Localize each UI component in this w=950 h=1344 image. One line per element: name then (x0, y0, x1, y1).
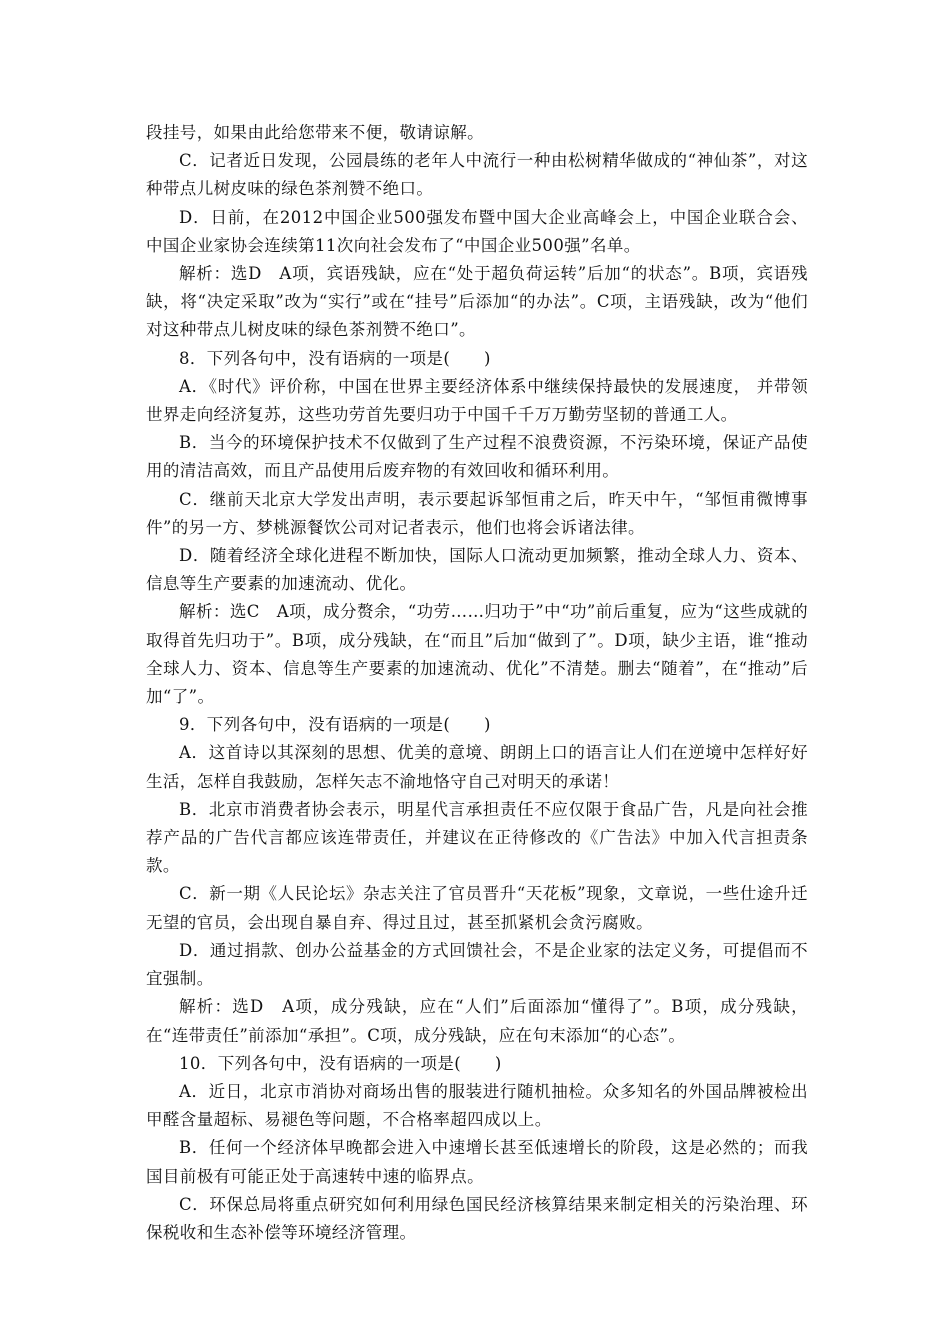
option-c-q10: C．环保总局将重点研究如何利用绿色国民经济核算结果来制定相关的污染治理、环保税收和生态补偿等环境经济管理。 (146, 1194, 808, 1242)
question-10: 10．下列各句中，没有语病的一项是( ) (179, 1053, 502, 1073)
analysis-q7: 解析：选D A项，宾语残缺，应在“处于超负荷运转”后加“的状态”。B项，宾语残缺，将“决定采取”改为“实行”或在“挂号”后添加“的办法”。C项，主语残缺，改为“他们对这种带点儿树皮味的绿色茶剂赞不绝口”。 (146, 264, 808, 340)
option-a-q10: A．近日，北京市消协对商场出售的服装进行随机抽检。众多知名的外国品牌被检出甲醛含量超标、易褪色等问题，不合格率超四成以上。 (146, 1081, 808, 1130)
option-b-q8: B．当今的环境保护技术不仅做到了生产过程不浪费资源，不污染环境，保证产品使用的清洁高效，而且产品使用后废弃物的有效回收和循环利用。 (146, 433, 808, 481)
option-a-q9: A．这首诗以其深刻的思想、优美的意境、朗朗上口的语言让人们在逆境中怎样好好生活，怎样自我鼓励，怎样矢志不渝地恪守自己对明天的承诺！ (146, 743, 808, 791)
analysis-q8: 解析：选C A项，成分赘余，“功劳……归功于”中“功”前后重复，应为“这些成就的取得首先归功于”。B项，成分残缺，在“而且”后加“做到了”。D项，缺少主语，谁“推动全球人力、资本、信息等生产要素的加速流动、优化”不清楚。删去“随着”，在“推动”后加“了”。 (146, 602, 808, 707)
option-c-q9: C．新一期《人民论坛》杂志关注了官员晋升“天花板”现象，文章说，一些仕途升迁无望的官员，会出现自暴自弃、得过且过，甚至抓紧机会贪污腐败。 (146, 884, 808, 932)
option-d-q9: D．通过捐款、创办公益基金的方式回馈社会，不是企业家的法定义务，可提倡而不宜强制。 (146, 940, 808, 989)
option-a-q8: A．《时代》评价称，中国在世界主要经济体系中继续保持最快的发展速度， 并带领世界走向经济复苏，这些功劳首先要归功于中国千千万万勤劳坚韧的普通工人。 (146, 376, 808, 425)
option-b-q10: B．任何一个经济体早晚都会进入中速增长甚至低速增长的阶段，这是必然的；而我国目前极有可能正处于高速转中速的临界点。 (146, 1138, 808, 1186)
option-d-q7: D．日前，在2012中国企业500强发布暨中国大企业高峰会上，中国企业联合会、中国企业家协会连续第11次向社会发布了“中国企业500强”名单。 (146, 207, 808, 255)
option-c-q8: C．继前天北京大学发出声明，表示要起诉邹恒甫之后，昨天中午，“邹恒甫微博事件”的另一方、梦桃源餐饮公司对记者表示，他们也将会诉诸法律。 (146, 489, 808, 537)
analysis-q9: 解析：选D A项，成分残缺，应在“人们”后面添加“懂得了”。B项，成分残缺，在“连带责任”前添加“承担”。C项，成分残缺，应在句末添加“的心态”。 (146, 997, 808, 1045)
paragraph-continuation: 段挂号，如果由此给您带来不便，敬请谅解。 (146, 123, 484, 142)
option-b-q9: B．北京市消费者协会表示，明星代言承担责任不应仅限于食品广告，凡是向社会推荐产品的广告代言都应该连带责任，并建议在正待修改的《广告法》中加入代言担责条款。 (146, 799, 808, 876)
option-d-q8: D．随着经济全球化进程不断加快，国际人口流动更加频繁，推动全球人力、资本、信息等生产要素的加速流动、优化。 (146, 546, 808, 594)
option-c-q7: C．记者近日发现，公园晨练的老年人中流行一种由松树精华做成的“神仙茶”，对这种带点儿树皮味的绿色茶剂赞不绝口。 (146, 151, 808, 199)
question-8: 8．下列各句中，没有语病的一项是( ) (179, 348, 491, 368)
question-9: 9．下列各句中，没有语病的一项是( ) (179, 715, 491, 735)
document-page (146, 119, 808, 1247)
